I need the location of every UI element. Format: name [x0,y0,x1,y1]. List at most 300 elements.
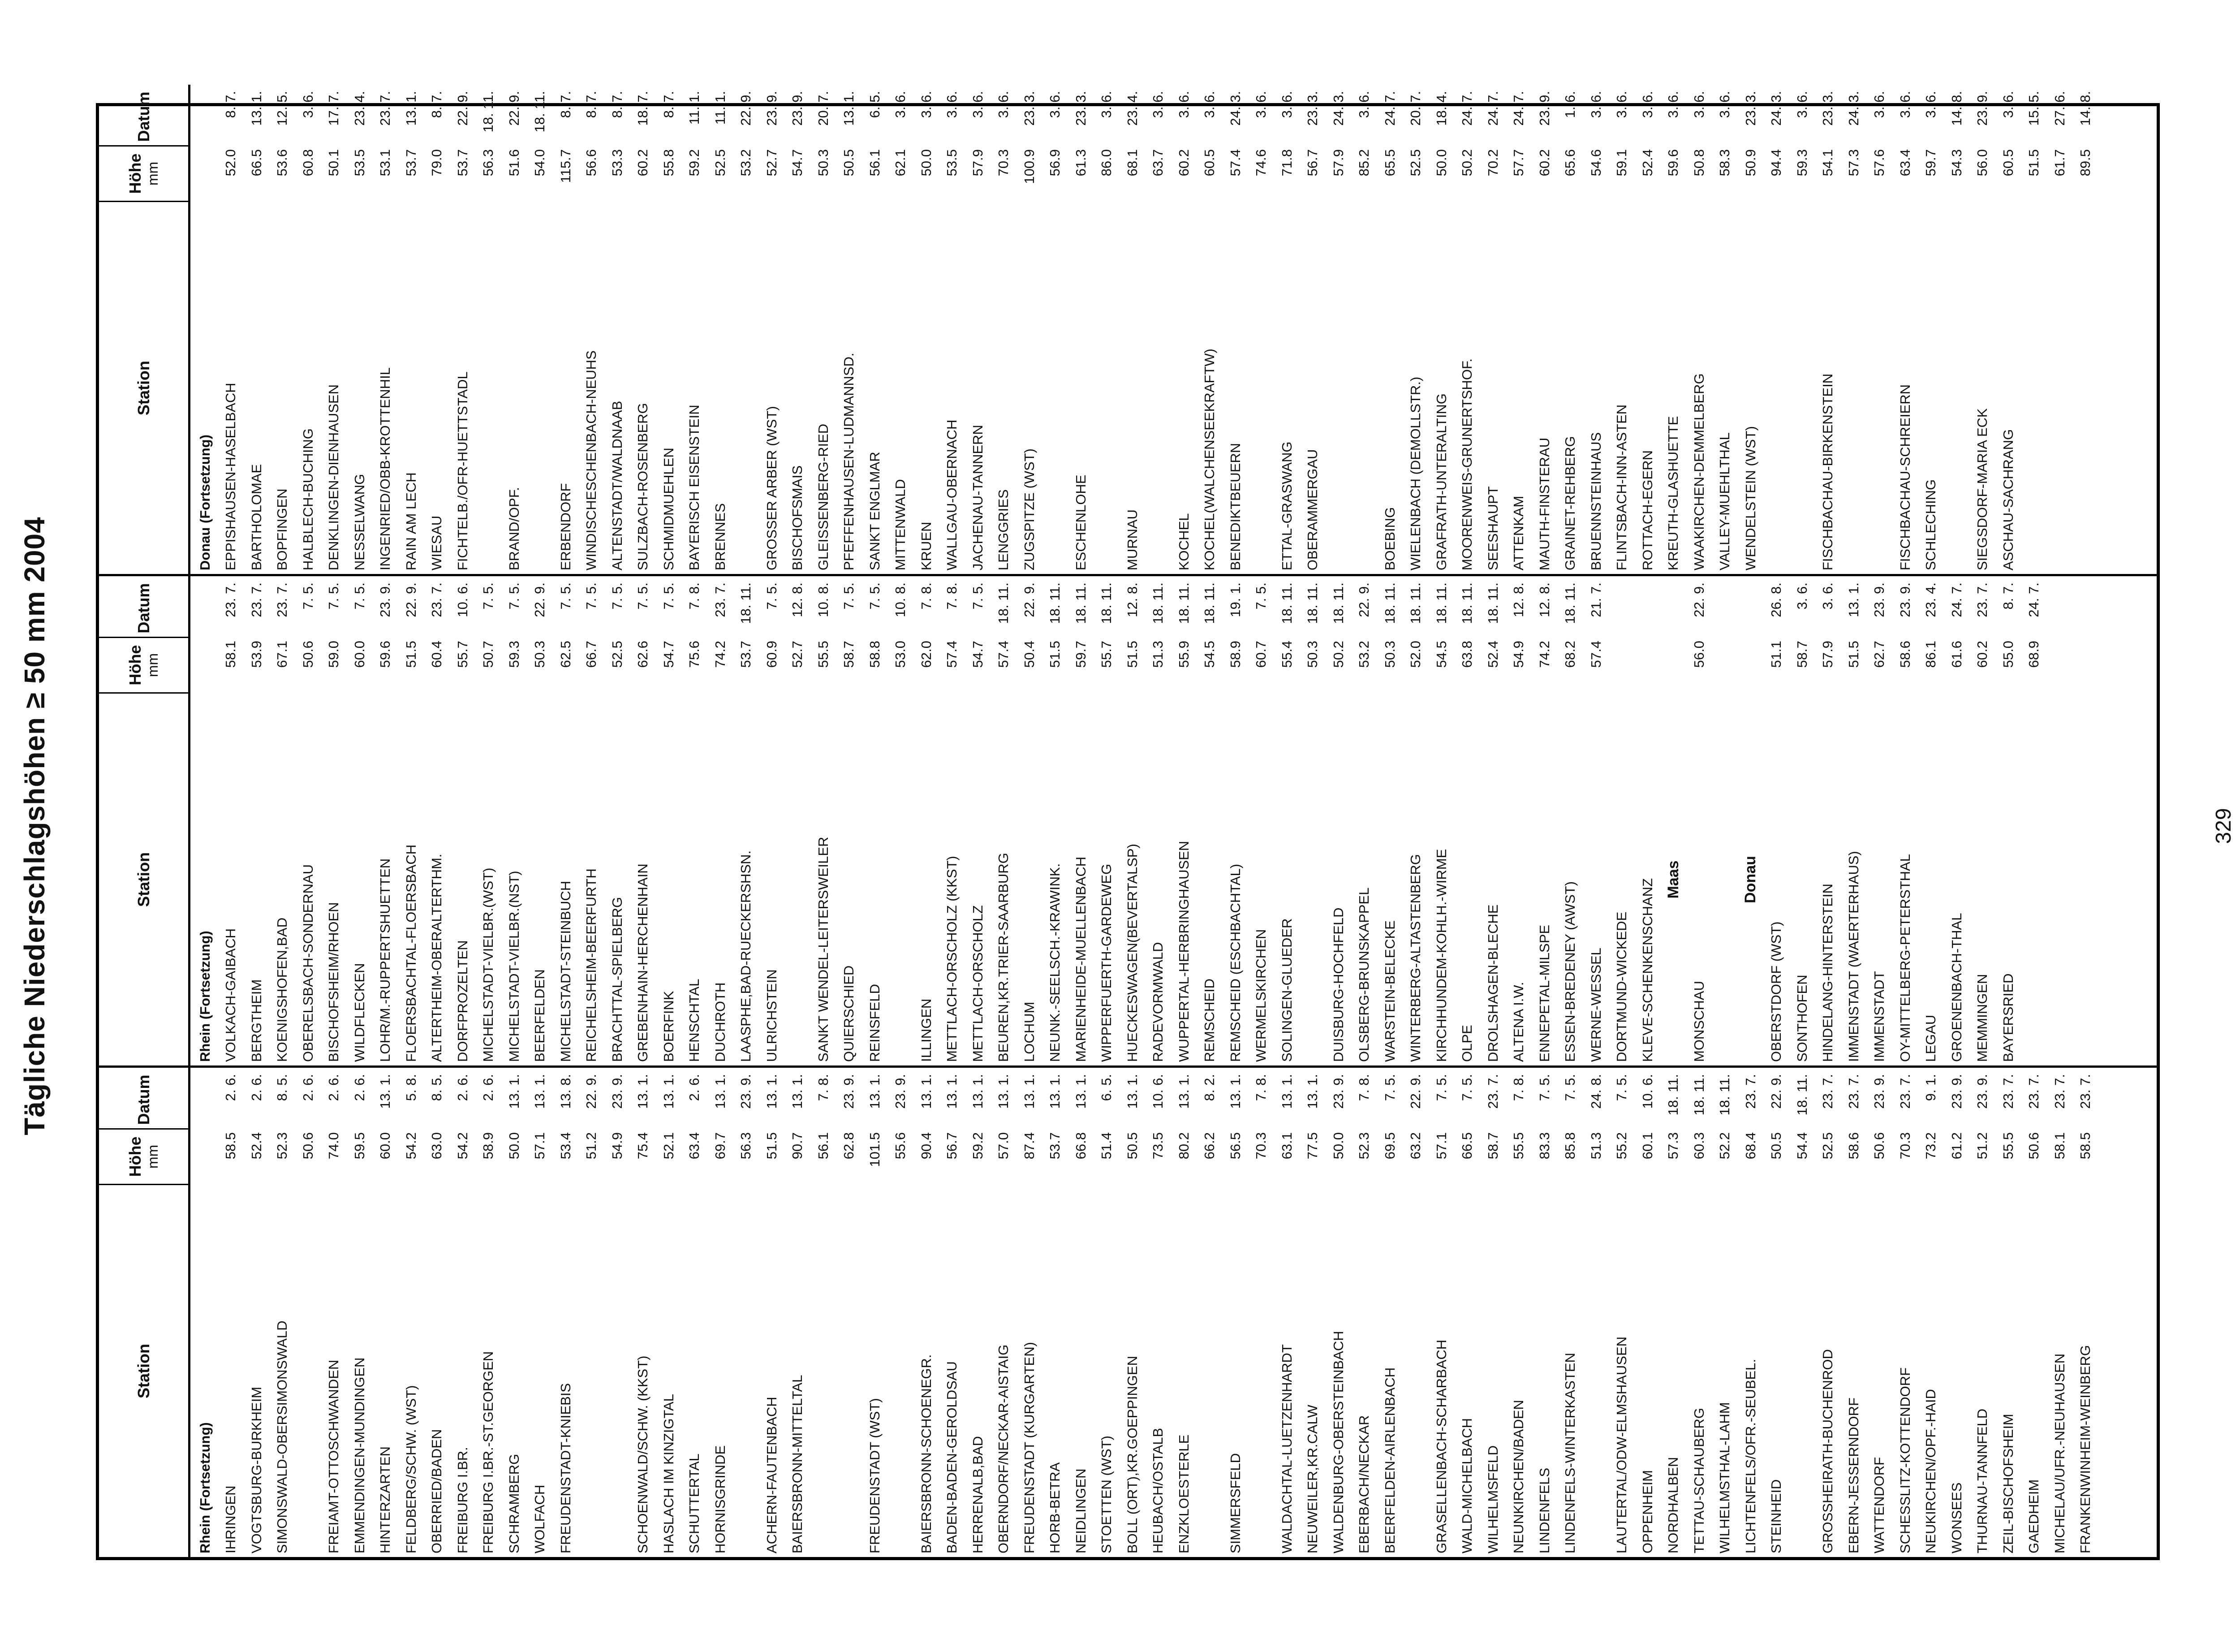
datum-cell: 3. 6. [995,91,1012,118]
station-cell: NESSELWANG [351,474,367,570]
hoehe-cell: 69.7 [712,1132,728,1160]
hoehe-cell: 56.3 [738,1132,754,1160]
table-row [1146,85,1172,574]
hoehe-cell: 54.1 [1820,149,1836,177]
hoehe-cell: 58.7 [841,641,857,668]
datum-cell: 10. 6. [1150,1074,1166,1109]
header-hoehe [99,147,188,202]
hoehe-cell: 68.4 [1742,1132,1758,1160]
table-row [1197,576,1223,1065]
table-row [1377,85,1403,574]
datum-cell: 3. 6. [1588,91,1604,118]
hoehe-cell: 59.3 [506,641,522,668]
hoehe-cell: 53.3 [609,149,625,177]
hoehe-cell: 59.5 [351,1132,367,1160]
table-row [1455,1068,1481,1557]
page-title: Tägliche Niederschlagshöhen ≥ 50 mm 2004 [18,517,51,1135]
datum-cell: 7. 8. [1511,1074,1527,1101]
datum-cell: 23. 9. [1974,91,1990,126]
table-row [1583,576,1609,1065]
datum-cell: 17. 7. [326,91,342,126]
station-cell: BOPFINGEN [274,488,290,570]
datum-cell: 11. 1. [712,91,728,125]
hoehe-cell: 59.7 [1073,641,1089,668]
datum-cell: 18. 11. [738,582,754,624]
datum-cell: 13. 1. [248,91,264,126]
table-row [1042,576,1068,1065]
hoehe-cell: 52.2 [1717,1132,1733,1160]
datum-cell: 18. 11. [1562,582,1578,624]
station-cell: FREIAMT-OTTOSCHWANDEN [326,1359,342,1553]
hoehe-cell: 86.0 [1098,149,1115,177]
table-row [1867,1068,1893,1557]
datum-cell: 8. 7. [660,91,676,118]
table-row [991,1068,1017,1557]
datum-cell: 7. 5. [1536,1074,1552,1101]
hoehe-cell: 53.9 [248,641,264,668]
table-row [1686,85,1712,574]
hoehe-cell: 51.4 [1098,1132,1115,1160]
datum-cell: 12. 8. [789,582,806,617]
datum-cell: 20. 7. [815,91,831,126]
station-cell: BERGTHEIM [248,979,264,1062]
table-row [1120,85,1146,574]
table-row [295,576,321,1065]
table-row [965,1068,991,1557]
hoehe-cell: 66.5 [1459,1132,1475,1160]
station-cell: MURNAU [1124,509,1140,570]
station-cell: LAUTERTAL/ODW-ELMSHAUSEN [1614,1336,1630,1553]
hoehe-cell: 73.2 [1923,1132,1939,1160]
table-row [347,576,373,1065]
table-row [1841,1068,1867,1557]
hoehe-cell: 90.4 [918,1132,934,1160]
table-row [1326,1068,1352,1557]
station-cell: VOLKACH-GAIBACH [223,928,239,1062]
station-cell: ILLINGEN [918,998,934,1062]
hoehe-cell: 54.3 [1948,149,1964,177]
datum-cell: 22. 9. [1408,1074,1424,1109]
station-cell: ENZKLOESTERLE [1176,1434,1192,1553]
table-row [1532,85,1558,574]
table-row [836,85,862,574]
station-cell: NEUKIRCHEN/OPF.-HAID [1923,1389,1939,1553]
table-row [785,1068,811,1557]
header-station-label: Station [134,1344,153,1398]
datum-cell: 23. 7. [274,582,290,617]
datum-cell: 18. 11. [1330,582,1346,624]
datum-cell: 7. 8. [1356,1074,1372,1101]
hoehe-cell: 60.0 [351,641,367,668]
hoehe-cell: 53.0 [892,641,909,668]
hoehe-cell: 62.6 [635,641,651,668]
station-cell: WARSTEIN-BELECKE [1382,920,1398,1062]
datum-cell: 24. 7. [2026,582,2042,617]
hoehe-cell: 58.1 [2051,1132,2068,1160]
table-row [991,85,1017,574]
header-datum [99,580,188,638]
datum-cell: 22. 9. [738,91,754,126]
station-cell: PFEFFENHAUSEN-LUDMANNSD. [841,353,857,570]
station-cell: BISCHOFSHEIM/RHOEN [326,902,342,1062]
datum-cell: 13. 1. [403,91,419,126]
table-row [1197,1068,1223,1557]
hoehe-cell: 56.6 [583,149,599,177]
hoehe-cell: 58.9 [1227,641,1243,668]
hoehe-cell: 56.0 [1974,149,1990,177]
table-row [1635,85,1661,574]
station-cell: SCHESSLITZ-KOTTENDORF [1897,1367,1913,1553]
datum-cell: 11. 1. [686,91,702,125]
table-row [1223,85,1249,574]
table-row [1661,85,1687,574]
datum-cell: 15. 5. [2026,91,2042,126]
table-row [1635,1068,1661,1557]
datum-cell: 13. 1. [866,1074,883,1109]
table-row [1892,576,1918,1065]
station-cell: LOCHUM [1021,1001,1037,1062]
station-cell: BEUREN,KR.TRIER-SAARBURG [995,853,1012,1062]
datum-cell: 23. 7. [2000,1074,2016,1109]
hoehe-cell: 58.3 [1717,149,1733,177]
hoehe-cell: 61.6 [1948,641,1964,668]
datum-cell: 18. 11. [1485,582,1501,624]
datum-cell: 24. 3. [1768,91,1784,126]
hoehe-cell: 63.2 [1408,1132,1424,1160]
datum-cell: 23. 7. [223,582,239,617]
datum-cell: 22. 9. [532,582,548,617]
station-cell: WERNE-WESSEL [1588,948,1604,1062]
hoehe-cell: 52.5 [712,149,728,177]
station-cell: WENDELSTEIN (WST) [1742,426,1758,570]
table-row [1480,1068,1506,1557]
table-row [1558,576,1584,1065]
datum-cell: 6. 5. [866,91,883,118]
station-cell: BRENNES [712,503,728,570]
station-cell: LICHTENFELS/OFR.-SEUBEL. [1742,1359,1758,1553]
datum-cell: 2. 6. [326,1074,342,1101]
hoehe-cell: 55.6 [892,1132,909,1160]
datum-cell: 13. 1. [1176,1074,1192,1109]
datum-cell: 24. 7. [1382,91,1398,126]
table-row [1352,85,1378,574]
hoehe-cell: 51.5 [1047,641,1063,668]
table-row [604,85,630,574]
datum-cell: 8. 7. [429,91,445,118]
hoehe-cell: 66.5 [248,149,264,177]
datum-cell: 7. 5. [1459,1074,1475,1101]
station-cell: BAIERSBRONN-SCHOENEGR. [918,1354,934,1553]
table-row [682,85,708,574]
datum-cell: 23. 9. [738,1074,754,1109]
table-row [501,576,527,1065]
station-cell: QUIERSCHIED [841,965,857,1062]
datum-cell: 18. 11. [1717,1074,1733,1116]
table-row [1403,1068,1429,1557]
station-cell: HORB-BETRA [1047,1462,1063,1553]
station-cell: WIESAU [429,515,445,570]
datum-cell: 23. 7. [2051,1074,2068,1109]
header-station [99,694,188,1065]
hoehe-cell: 70.3 [1253,1132,1269,1160]
station-cell: MITTENWALD [892,479,909,570]
header-hoehe-label: Höhe [126,1136,145,1177]
datum-cell: 23. 7. [2077,1074,2094,1109]
hoehe-cell: 51.5 [1124,641,1140,668]
station-cell: ESSEN-BREDENEY (AWST) [1562,881,1578,1062]
hoehe-cell: 60.5 [1202,149,1218,177]
table-row [1918,576,1944,1065]
datum-cell: 23. 7. [1820,1074,1836,1109]
hoehe-cell: 60.2 [1176,149,1192,177]
table-body [190,576,2157,1065]
station-cell: FISCHBACHAU-SCHREIERN [1897,384,1913,570]
datum-cell: 8. 7. [583,91,599,118]
station-cell: INGENRIED/OBB-KROTTENHIL [377,367,393,570]
hoehe-cell: 55.0 [2000,641,2016,668]
table-row [733,576,759,1065]
hoehe-cell: 100.9 [1021,149,1037,184]
table-row [939,85,965,574]
hoehe-cell: 50.0 [1330,1132,1346,1160]
datum-cell: 22. 9. [1691,582,1707,617]
station-cell: SOLINGEN-GLUEDER [1279,918,1295,1062]
station-cell: BEERFELDEN [532,969,548,1062]
station-cell: SONTHOFEN [1794,975,1810,1062]
table-row [321,576,347,1065]
table-row [836,576,862,1065]
hoehe-cell: 59.2 [686,149,702,177]
station-cell: ZUGSPITZE (WST) [1021,448,1037,570]
datum-cell: 3. 6. [1253,91,1269,118]
hoehe-cell: 75.6 [686,641,702,668]
table-row [270,576,296,1065]
station-cell: HENSCHTAL [686,979,702,1062]
table-row [1017,85,1042,574]
datum-cell: 23. 9. [1897,582,1913,617]
table-row [1068,85,1094,574]
table-row [398,85,424,574]
station-cell: OY-MITTELBERG-PETERSTHAL [1897,854,1913,1062]
hoehe-cell: 58.5 [2077,1132,2094,1160]
station-cell: REICHELSHEIM-BEERFURTH [583,868,599,1062]
datum-cell: 2. 6. [223,1074,239,1101]
hoehe-cell: 77.5 [1305,1132,1321,1160]
hoehe-cell: 54.7 [969,641,986,668]
hoehe-cell: 75.4 [635,1132,651,1160]
table-row [785,576,811,1065]
station-cell: REMSCHEID [1202,978,1218,1062]
hoehe-cell: 63.7 [1150,149,1166,177]
datum-cell: 18. 11. [1665,1074,1681,1116]
hoehe-cell: 50.8 [1691,149,1707,177]
header-station [99,1185,188,1557]
table-row [1609,1068,1635,1557]
datum-cell: 3. 6. [1202,91,1218,118]
station-cell: FREIBURG I.BR. [454,1447,470,1553]
hoehe-cell: 70.3 [995,149,1012,177]
table-row [1815,576,1841,1065]
table-row [1558,1068,1584,1557]
hoehe-cell: 59.3 [1794,149,1810,177]
datum-cell: 13. 1. [969,1074,986,1109]
hoehe-cell: 66.7 [583,641,599,668]
station-cell: WINDISCHESCHENBACH-NEUHS [583,350,599,570]
station-cell: KOENIGSHOFEN,BAD [274,917,290,1062]
table-row [244,85,270,574]
datum-cell: 7. 5. [1253,582,1269,610]
table-row [1583,1068,1609,1557]
table-row [192,1068,218,1557]
datum-cell: 7. 8. [686,582,702,610]
datum-cell: 18. 4. [1433,91,1449,126]
datum-cell: 19. 1. [1227,582,1243,617]
table-column-group [99,85,2157,576]
hoehe-cell: 54.9 [1511,641,1527,668]
hoehe-cell: 55.7 [1098,641,1115,668]
table-row [913,1068,939,1557]
datum-cell: 23. 9. [789,91,806,126]
datum-cell: 7. 5. [635,582,651,610]
table-row [1249,85,1275,574]
hoehe-cell: 56.0 [1691,641,1707,668]
table-header [99,85,190,574]
datum-cell: 18. 11. [1047,582,1063,624]
datum-cell: 12. 8. [1536,582,1552,617]
station-cell: VALLEY-MUEHLTHAL [1717,432,1733,570]
station-cell: WIPPERFUERTH-GARDEWEG [1098,863,1115,1062]
station-cell: THURNAU-TANNFELD [1974,1408,1990,1553]
datum-cell: 3. 6. [1150,91,1166,118]
datum-cell: 21. 7. [1588,582,1604,617]
station-cell: BEERFELDEN-AIRLENBACH [1382,1367,1398,1553]
station-cell: REINSFELD [866,984,883,1062]
station-cell: DUISBURG-HOCHFELD [1330,907,1346,1062]
station-cell: GRASELLENBACH-SCHARBACH [1433,1339,1449,1553]
header-datum-label: Datum [134,583,153,634]
table-row [1892,1068,1918,1557]
datum-cell: 13. 1. [763,1074,780,1109]
table-row [244,1068,270,1557]
table-row [218,1068,244,1557]
hoehe-cell: 57.3 [1665,1132,1681,1160]
hoehe-cell: 52.3 [274,1132,290,1160]
datum-cell: 23. 7. [1974,582,1990,617]
hoehe-cell: 60.9 [763,641,780,668]
table-row [1429,576,1455,1065]
datum-cell: 7. 5. [1382,1074,1398,1101]
table-row [707,576,733,1065]
station-cell: NEUNK.-SEELSCH.-KRAWINK. [1047,863,1063,1062]
table-row [476,576,502,1065]
hoehe-cell: 56.3 [480,149,496,177]
table-row [579,576,605,1065]
table-row [1042,85,1068,574]
datum-cell: 3. 6. [1098,91,1115,118]
station-cell: WATTENDORF [1871,1457,1887,1553]
datum-cell: 24. 3. [1227,91,1243,126]
table-row [1970,576,1996,1065]
station-cell: ERBENDORF [557,483,573,570]
datum-cell: 3. 6. [1794,582,1810,610]
hoehe-cell: 55.5 [815,641,831,668]
datum-cell: 7. 8. [1253,1074,1269,1101]
datum-cell: 7. 8. [944,582,960,610]
hoehe-cell: 56.1 [866,149,883,177]
table-row [1944,1068,1970,1557]
station-cell: MARIENHEIDE-MUELLENBACH [1073,856,1089,1062]
table-row [1506,1068,1532,1557]
station-cell: MEMMINGEN [1974,974,1990,1062]
hoehe-cell: 53.4 [557,1132,573,1160]
hoehe-cell: 73.5 [1150,1132,1166,1160]
hoehe-cell: 57.1 [1433,1132,1449,1160]
hoehe-cell: 50.3 [815,149,831,177]
hoehe-cell: 57.0 [995,1132,1012,1160]
hoehe-cell: 89.5 [2077,149,2094,177]
table-row [1274,85,1300,574]
datum-cell: 23. 4. [1124,91,1140,126]
header-hoehe [99,1130,188,1185]
hoehe-cell: 52.1 [660,1132,676,1160]
table-row [1429,85,1455,574]
table-row [1300,576,1326,1065]
datum-cell: 3. 6. [944,91,960,118]
datum-cell: 18. 11. [1382,582,1398,624]
datum-cell: 23. 3. [1742,91,1758,126]
station-cell: SANKT WENDEL-LEITERSWEILER [815,837,831,1062]
hoehe-cell: 60.7 [1253,641,1269,668]
station-cell: MICHELSTADT-STEINBUCH [557,880,573,1062]
hoehe-cell: 57.4 [1227,149,1243,177]
datum-cell: 7. 5. [763,582,780,610]
station-cell: BOLL (ORT),KR.GOEPPINGEN [1124,1356,1140,1553]
hoehe-cell: 53.7 [403,149,419,177]
table-row [862,576,888,1065]
table-row [1609,85,1635,574]
table-column-group [99,576,2157,1068]
datum-cell: 18. 11. [1305,582,1321,624]
table-header [99,576,190,1065]
table-row [1094,85,1120,574]
station-cell: BRAND/OPF. [506,487,522,570]
station-cell: NORDHALBEN [1665,1457,1681,1553]
datum-cell: 3. 6. [1820,582,1836,610]
datum-cell: 8. 7. [2000,582,2016,610]
table-row [1712,576,1738,1065]
table-row [1841,85,1867,574]
header-hoehe-unit: mm [144,653,161,677]
datum-cell: 18. 11. [995,582,1012,624]
datum-cell: 23. 3. [1021,91,1037,126]
hoehe-cell: 50.0 [918,149,934,177]
table-row [1661,1068,1687,1557]
hoehe-cell: 51.2 [583,1132,599,1160]
section-heading [1661,576,1687,1065]
datum-cell: 18. 11. [1202,582,1218,624]
hoehe-cell: 80.2 [1176,1132,1192,1160]
hoehe-cell: 62.1 [892,149,909,177]
station-cell: BARTHOLOMAE [248,464,264,570]
table-body [190,1068,2157,1557]
hoehe-cell: 52.4 [1485,641,1501,668]
datum-cell: 23. 9. [841,1074,857,1109]
datum-cell: 8. 5. [274,1074,290,1101]
hoehe-cell: 66.8 [1073,1132,1089,1160]
datum-cell: 20. 7. [1408,91,1424,126]
datum-cell: 3. 6. [1639,91,1655,118]
table-row [1326,576,1352,1065]
